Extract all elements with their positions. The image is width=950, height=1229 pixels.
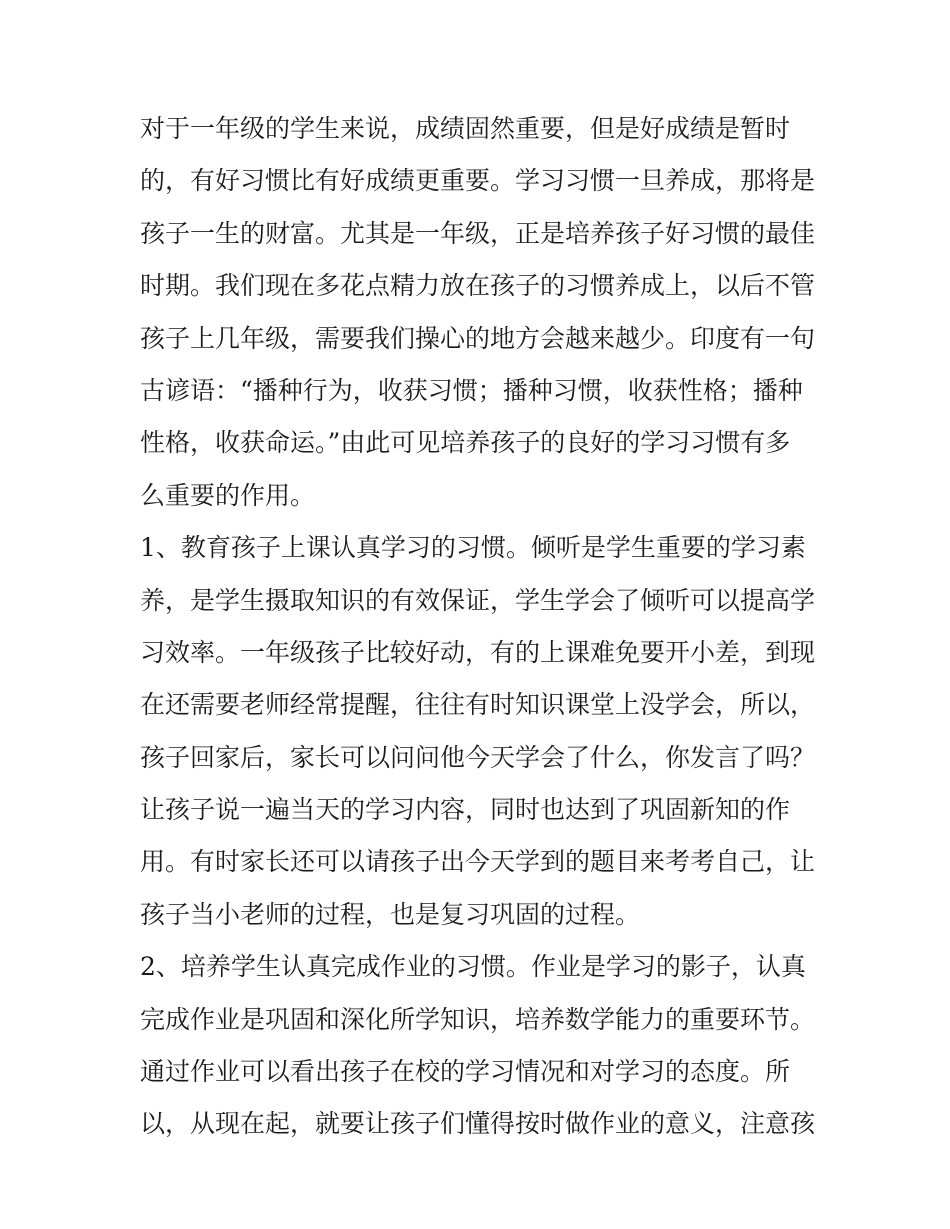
text-line: 孩子上几年级，需要我们操心的地方会越来越少。印度有一句 [140, 323, 816, 353]
text-line: 让孩子说一遍当天的学习内容，同时也达到了巩固新知的作 [140, 795, 791, 825]
text-line: 通过作业可以看出孩子在校的学习情况和对学习的态度。所 [140, 1057, 791, 1087]
text-line: 孩子一生的财富。尤其是一年级，正是培养孩子好习惯的最佳 [140, 218, 816, 248]
text-line: 性格，收获命运。”由此可见培养孩子的良好的学习习惯有多 [140, 428, 791, 458]
text-line: 古谚语：“播种行为，收获习惯；播种习惯，收获性格；播种 [140, 375, 803, 405]
document-body [140, 103, 820, 1151]
text-line: 习效率。一年级孩子比较好动，有的上课难免要开小差，到现 [140, 637, 816, 667]
text-line: 1、教育孩子上课认真学习的习惯。倾听是学生重要的学习素 [140, 533, 806, 563]
text-line: 完成作业是巩固和深化所学知识，培养数学能力的重要环节。 [140, 1004, 816, 1034]
text-line: 用。有时家长还可以请孩子出今天学到的题目来考考自己，让 [140, 847, 816, 877]
text-line: 时期。我们现在多花点精力放在孩子的习惯养成上，以后不管 [140, 271, 816, 301]
text-line: 孩子回家后，家长可以问问他今天学会了什么，你发言了吗？ [140, 742, 816, 772]
text-line: 在还需要老师经常提醒，往往有时知识课堂上没学会，所以， [140, 690, 816, 720]
text-line: 么重要的作用。 [140, 480, 316, 510]
text-line: 2、培养学生认真完成作业的习惯。作业是学习的影子，认真 [140, 952, 806, 982]
text-line: 以，从现在起，就要让孩子们懂得按时做作业的意义，注意孩 [140, 1109, 816, 1139]
text-line: 对于一年级的学生来说，成绩固然重要，但是好成绩是暂时 [140, 114, 791, 143]
text-line: 养，是学生摄取知识的有效保证，学生学会了倾听可以提高学 [140, 585, 816, 615]
text-line: 的，有好习惯比有好成绩更重要。学习习惯一旦养成，那将是 [140, 166, 816, 196]
text-line: 孩子当小老师的过程，也是复习巩固的过程。 [140, 899, 641, 929]
